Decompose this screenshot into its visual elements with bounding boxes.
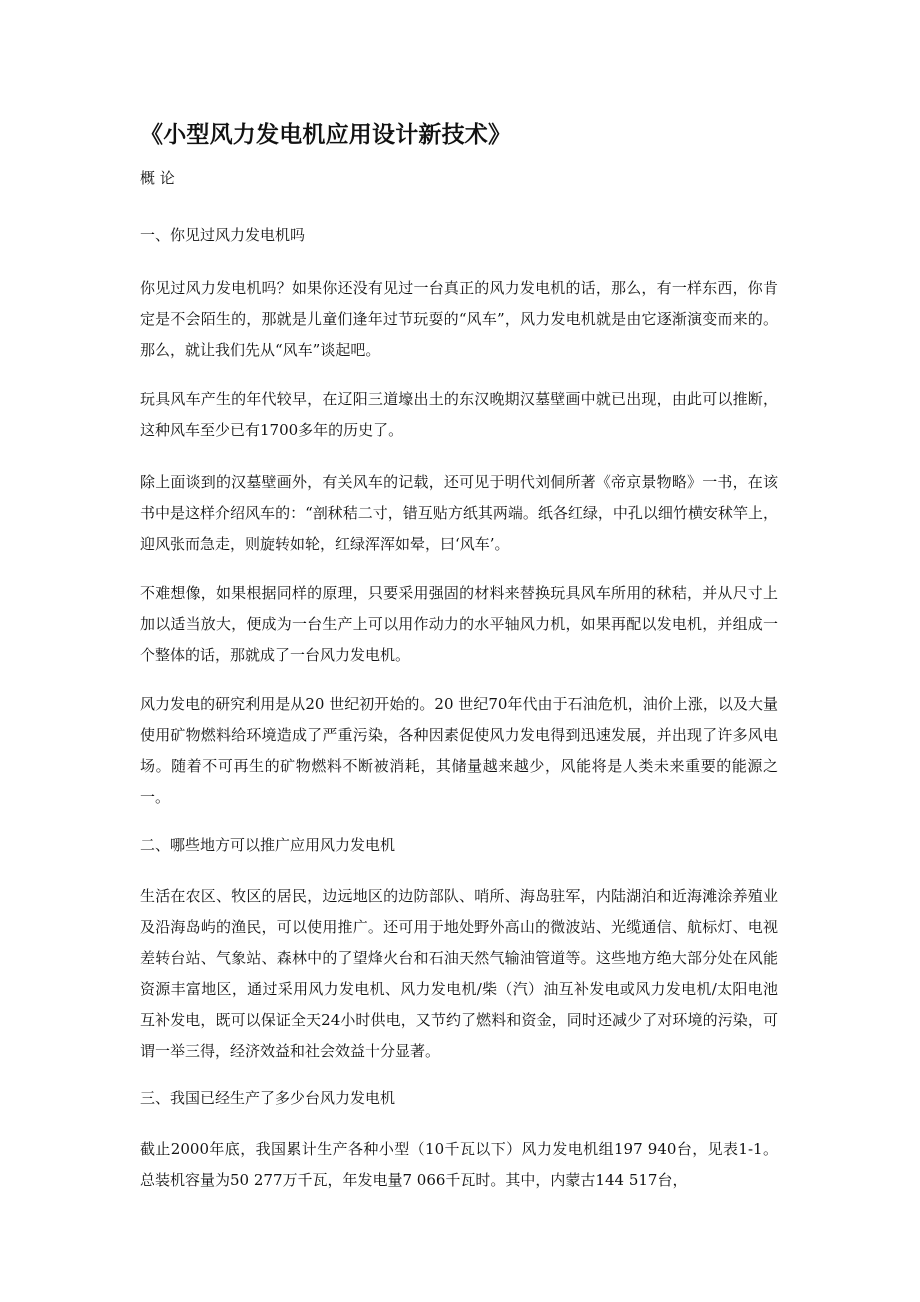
heading-2: 二、哪些地方可以推广应用风力发电机 <box>140 836 396 854</box>
paragraph-4: 不难想像，如果根据同样的原理，只要采用强固的材料来替换玩具风车所用的秫秸，并从尺寸上加以适当放大，便成为一台生产上可以用作动力的水平轴风力机，如果再配以发电机，并组成一个整体的话，那就成了一台风力发电机。 <box>140 584 778 664</box>
paragraph-5: 风力发电的研究利用是从20 世纪初开始的。20 世纪70年代由于石油危机，油价上涨，以及大量使用矿物燃料给环境造成了严重污染，各种因素促使风力发电得到迅速发展，并出现了许多风电场。随着不可再生的矿物燃料不断被消耗，其储量越来越少，风能将是人类未来重要的能源之一。 <box>140 695 778 806</box>
heading-3: 三、我国已经生产了多少台风力发电机 <box>140 1089 396 1107</box>
paragraph-3: 除上面谈到的汉墓壁画外，有关风车的记载，还可见于明代刘侗所著《帝京景物略》一书，在该书中是这样介绍风车的：“剖秫秸二寸，错互贴方纸其两端。纸各红绿，中孔以细竹横安秫竿上，迎风张而急走，则旋转如轮，红绿浑浑如晕，曰‘风车’。 <box>140 473 778 553</box>
paragraph-1: 你见过风力发电机吗？如果你还没有见过一台真正的风力发电机的话，那么，有一样东西，你肯定是不会陌生的，那就是儿童们逢年过节玩耍的“风车”，风力发电机就是由它逐渐演变而来的。那么，就让我们先从“风车”谈起吧。 <box>140 279 778 359</box>
paragraph-7: 截止2000年底，我国累计生产各种小型（10千瓦以下）风力发电机组197 940台，见表1-1。总装机容量为50 277万千瓦，年发电量7 066千瓦时。其中，内蒙古144 517台， <box>140 1140 778 1189</box>
paragraph-6: 生活在农区、牧区的居民，边远地区的边防部队、哨所、海岛驻军，内陆湖泊和近海滩涂养殖业及沿海岛屿的渔民，可以使用推广。还可用于地处野外高山的微波站、光缆通信、航标灯、电视差转台站、气象站、森林中的了望烽火台和石油天然气输油管道等。这些地方绝大部分处在风能资源丰富地区，通过采用风力发电机、风力发电机/柴（汽）油互补发电或风力发电机/太阳电池互补发电，既可以保证全天24小时供电，又节约了燃料和资金，同时还减少了对环境的污染，可谓一举三得，经济效益和社会效益十分显著。 <box>140 887 778 1060</box>
document-title: 《小型风力发电机应用设计新技术》 <box>140 121 512 148</box>
heading-1: 一、你见过风力发电机吗 <box>140 226 306 244</box>
section-label-overview: 概 论 <box>140 169 175 187</box>
paragraph-2: 玩具风车产生的年代较早，在辽阳三道壕出土的东汉晚期汉墓壁画中就已出现，由此可以推断，这种风车至少已有1700多年的历史了。 <box>140 390 778 439</box>
